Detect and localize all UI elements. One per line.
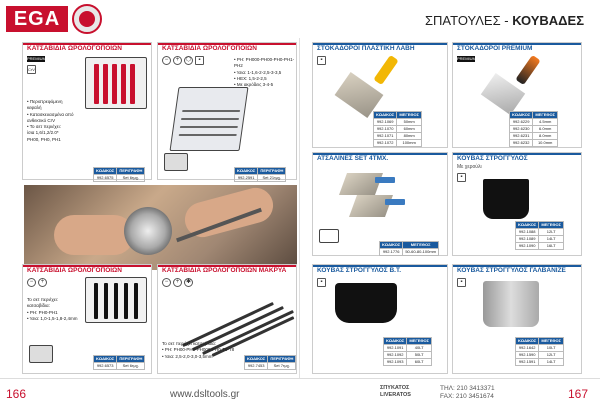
- ega-logo: EGA: [6, 6, 68, 32]
- table-row: [516, 352, 564, 359]
- table-header: ΚΩΔΙΚΟΣ: [516, 338, 539, 345]
- table-cell: 80mm: [397, 133, 422, 140]
- table-row: [510, 119, 558, 126]
- table-cell: 14LT: [539, 359, 564, 366]
- feature-list: [27, 99, 73, 143]
- brand-line: ΣΠΥΚΑΤΟΣ: [380, 385, 410, 391]
- table-row: [510, 126, 558, 133]
- info-icon: ▪: [195, 56, 204, 65]
- long-screwdrivers-image: [178, 293, 288, 338]
- feature-item: Το σετ περιέχει κατσαβίδια:: [162, 341, 216, 346]
- table-row: [516, 229, 564, 236]
- panel-long-watch-screwdrivers: [157, 264, 297, 374]
- table-row: [374, 140, 422, 147]
- table-cell: 992.1776: [380, 249, 403, 256]
- feature-item: ίσια 1,6/1,2/2.0*: [27, 130, 59, 136]
- table-cell: 992.1069: [374, 119, 397, 126]
- info-icon: ▪: [317, 56, 326, 65]
- crv-icon: CrV: [28, 67, 35, 72]
- product-table: [379, 241, 439, 256]
- table-cell: 992.6229: [510, 119, 533, 126]
- table-row: [380, 249, 439, 256]
- scraper-set-image: [343, 169, 433, 224]
- table-row: [516, 359, 564, 366]
- brand-line: LIVERATOS: [380, 392, 411, 398]
- product-table: [383, 337, 432, 366]
- page-number-right: 167: [567, 387, 588, 401]
- table-row: [384, 359, 432, 366]
- table-row: [245, 363, 296, 370]
- table-cell: Set 6τμχ.: [117, 175, 145, 182]
- panel-title: ΑΤΣΑΛΙΝΕΣ SET 4ΤΜΧ.: [317, 155, 389, 162]
- feature-list: [162, 341, 234, 360]
- product-table: [234, 167, 286, 182]
- panel-title: ΣΤΟΚΑΔΟΡΟΙ PREMIUM: [457, 45, 533, 52]
- table-cell: 10LT: [539, 345, 564, 352]
- table-row: [374, 126, 422, 133]
- panel-title: ΚΑΤΣΑΒΙΔΙΑ ΩΡΟΛΟΓΟΠΟΙΩΝ ΜΑΚΡΥΑ: [162, 267, 287, 274]
- table-cell: 992.7453: [245, 363, 268, 370]
- contact-info: [440, 385, 495, 401]
- info-icon: ▪: [317, 278, 326, 287]
- phone-number: ΤΗΛ: 210 3413371: [440, 385, 495, 392]
- table-header: ΠΕΡΙΓΡΑΦΗ: [258, 168, 286, 175]
- page-title-light: ΣΠΑΤΟΥΛΕΣ -: [425, 13, 513, 28]
- flat-head-icon: −: [27, 278, 36, 287]
- table-header: ΜΕΓΕΘΟΣ: [539, 222, 564, 229]
- case-icon: [29, 345, 53, 363]
- page-title-bold: ΚΟΥΒΑΔΕΣ: [512, 13, 584, 28]
- table-cell: 992.6230: [510, 126, 533, 133]
- bucket-image: [483, 179, 529, 219]
- feature-item: • Ίσια: 1-1,6-2-2,5-3-3,5: [234, 69, 282, 75]
- phillips-icon: +: [38, 278, 47, 287]
- product-table: [515, 221, 564, 250]
- table-row: [94, 363, 145, 370]
- table-header: ΠΕΡΙΓΡΑΦΗ: [117, 356, 145, 363]
- info-icon: ▪: [457, 278, 466, 287]
- panel-title: ΣΤΟΚΑΔΟΡΟΙ ΠΛΑΣΤΙΚΗ ΛΑΒΗ: [317, 45, 415, 52]
- table-header: ΜΕΓΕΘΟΣ: [403, 242, 439, 249]
- table-header: ΚΩΔΙΚΟΣ: [516, 222, 539, 229]
- table-header: ΚΩΔΙΚΟΣ: [94, 168, 117, 175]
- panel-galvanized-bucket: [452, 264, 582, 374]
- table-cell: 992.6575: [94, 175, 117, 182]
- feature-item: PH00, PH0, PH1: [27, 136, 61, 142]
- table-row: [516, 236, 564, 243]
- scraper-image: [515, 55, 540, 85]
- website-link[interactable]: www.dsltools.gr: [170, 389, 240, 400]
- panel-round-bucket: [452, 152, 582, 256]
- table-cell: 992.1090: [516, 243, 539, 250]
- case-icon: [164, 153, 188, 171]
- table-cell: 992.6232: [510, 140, 533, 147]
- panel-scrapers-plastic-handle: [312, 42, 448, 148]
- scraper-image: [373, 55, 398, 85]
- table-cell: 992.2591: [235, 175, 258, 182]
- table-row: [94, 175, 145, 182]
- feature-item: • Κατασκευασμένα από: [27, 111, 74, 117]
- table-row: [510, 140, 558, 147]
- panel-watch-screwdrivers-1: [22, 42, 152, 180]
- table-cell: Set 6τμχ.: [117, 363, 145, 370]
- table-header: ΚΩΔΙΚΟΣ: [374, 112, 397, 119]
- brand-logo: [380, 385, 411, 399]
- phillips-icon: +: [173, 56, 182, 65]
- table-cell: 992.1092: [384, 352, 407, 359]
- screwdriver-case-image: [85, 57, 147, 109]
- table-row: [516, 243, 564, 250]
- feature-item: κεφαλή: [27, 105, 42, 111]
- panel-round-bucket-wide: [312, 264, 448, 374]
- table-header: ΚΩΔΙΚΟΣ: [245, 356, 268, 363]
- table-cell: 50LT: [407, 352, 432, 359]
- table-cell: 16LT: [539, 243, 564, 250]
- table-cell: 8.0mm: [533, 133, 558, 140]
- table-cell: 12LT: [539, 229, 564, 236]
- page-footer: [0, 378, 600, 414]
- feature-item: • Ίσια: 2,5-2,0-3,0-3,5mm: [162, 353, 213, 359]
- table-header: ΚΩΔΙΚΟΣ: [384, 338, 407, 345]
- flat-head-icon: −: [162, 278, 171, 287]
- product-table: [93, 167, 145, 182]
- table-header: ΜΕΓΕΘΟΣ: [539, 338, 564, 345]
- page-spine: [299, 38, 300, 378]
- feature-item: • PH: PH00-PH0-PH000-PH0-T6-T8: [162, 347, 235, 353]
- table-row: [235, 175, 286, 182]
- flat-head-icon: −: [162, 56, 171, 65]
- panel-steel-scrapers-set: [312, 152, 448, 256]
- table-cell: 992.1642: [516, 345, 539, 352]
- package-icon: [319, 229, 339, 243]
- feature-item: • Το σετ περιέχει:: [27, 124, 61, 130]
- table-cell: 50mm: [397, 119, 422, 126]
- product-table: [244, 355, 296, 370]
- table-row: [516, 345, 564, 352]
- table-header: ΚΩΔΙΚΟΣ: [510, 112, 533, 119]
- panel-watch-screwdrivers-3: [22, 264, 152, 374]
- table-header: ΚΩΔΙΚΟΣ: [235, 168, 258, 175]
- table-cell: Set 21τμχ.: [258, 175, 286, 182]
- panel-title: ΚΟΥΒΑΣ ΣΤΡΟΓΓΥΛΟΣ ΓΑΛΒΑΝΙΖΕ: [457, 267, 566, 274]
- product-table: [515, 337, 564, 366]
- table-cell: 992.1091: [384, 345, 407, 352]
- feature-item: • PH: PH0-PH1: [27, 309, 58, 315]
- torx-icon: ✱: [185, 279, 192, 285]
- hex-icon: ⬡: [185, 57, 192, 63]
- table-cell: 992.1088: [516, 229, 539, 236]
- table-cell: 992.1591: [516, 359, 539, 366]
- screwdriver-set-image: [170, 87, 249, 151]
- table-row: [374, 119, 422, 126]
- feature-item: • Με ακρόδεις 3-4-5: [234, 82, 274, 88]
- table-cell: 992.1590: [516, 352, 539, 359]
- premium-badge: PREMIUM: [27, 56, 46, 61]
- table-row: [384, 352, 432, 359]
- table-cell: 992.6573: [94, 363, 117, 370]
- panel-subtitle: Με χερούλι: [457, 164, 482, 170]
- feature-item: ανθεκτικό CrV: [27, 117, 56, 123]
- table-cell: 6.0mm: [533, 126, 558, 133]
- table-cell: 4.5mm: [533, 119, 558, 126]
- table-cell: 50-60-80-100mm: [403, 249, 439, 256]
- table-header: ΜΕΓΕΘΟΣ: [533, 112, 558, 119]
- page-number-left: 166: [6, 387, 27, 401]
- feature-item: • Περιστρεφόμενη: [27, 99, 63, 104]
- table-cell: 992.1072: [374, 140, 397, 147]
- table-cell: 992.1071: [374, 133, 397, 140]
- panel-title: ΚΟΥΒΑΣ ΣΤΡΟΓΓΥΛΟΣ: [457, 155, 528, 162]
- panel-title: ΚΑΤΣΑΒΙΔΙΑ ΩΡΟΛΟΓΟΠΟΙΩΝ: [27, 45, 122, 52]
- product-table: [509, 111, 558, 147]
- feature-list: [234, 57, 296, 88]
- galvanized-bucket-image: [483, 281, 539, 327]
- table-row: [510, 133, 558, 140]
- premium-badge: PREMIUM: [457, 56, 476, 61]
- table-cell: 992.1093: [384, 359, 407, 366]
- feature-item: • Ίσια: 1,0-1,5-1,8-2,4mm: [27, 315, 78, 321]
- table-header: ΚΩΔΙΚΟΣ: [94, 356, 117, 363]
- table-cell: 60mm: [397, 126, 422, 133]
- watchmaker-photo: [24, 185, 297, 270]
- feature-item: Το σετ περιέχει:: [27, 297, 59, 302]
- table-header: ΠΕΡΙΓΡΑΦΗ: [268, 356, 296, 363]
- table-cell: 40LT: [407, 345, 432, 352]
- bucket-image: [335, 283, 397, 323]
- table-cell: Set 7τμχ.: [268, 363, 296, 370]
- screwdriver-case-image: [85, 277, 147, 323]
- table-cell: 14LT: [539, 236, 564, 243]
- feature-item: • PH: PH000-PH00-PH0-PH1-PH2: [234, 57, 295, 69]
- panel-title: ΚΑΤΣΑΒΙΔΙΑ ΩΡΟΛΟΓΟΠΟΙΩΝ: [27, 267, 122, 274]
- product-table: [93, 355, 145, 370]
- feature-list: [27, 297, 77, 322]
- panel-title: ΚΑΤΣΑΒΙΔΙΑ ΩΡΟΛΟΓΟΠΟΙΩΝ: [162, 45, 257, 52]
- table-cell: 992.6231: [510, 133, 533, 140]
- feature-item: κατσαβίδια:: [27, 303, 50, 309]
- table-cell: 12LT: [539, 352, 564, 359]
- table-cell: 992.1089: [516, 236, 539, 243]
- table-header: ΜΕΓΕΘΟΣ: [397, 112, 422, 119]
- info-icon: ▪: [457, 173, 466, 182]
- table-cell: 60LT: [407, 359, 432, 366]
- table-cell: 100mm: [397, 140, 422, 147]
- table-row: [374, 133, 422, 140]
- page-title: [425, 13, 584, 28]
- page-header: [0, 0, 600, 40]
- feature-item: • HEX: 1,5-2-2,5: [234, 75, 267, 81]
- table-header: ΠΕΡΙΓΡΑΦΗ: [117, 168, 145, 175]
- phillips-icon: +: [173, 278, 182, 287]
- table-row: [384, 345, 432, 352]
- table-cell: 992.1070: [374, 126, 397, 133]
- product-table: [373, 111, 422, 147]
- panel-scrapers-premium: [452, 42, 582, 148]
- fax-number: FAX: 210 3451674: [440, 393, 494, 400]
- panel-title: ΚΟΥΒΑΣ ΣΤΡΟΓΓΥΛΟΣ Β.Τ.: [317, 267, 402, 274]
- panel-watch-screwdrivers-2: [157, 42, 297, 180]
- flag-badge-icon: [72, 4, 102, 34]
- table-header: ΚΩΔΙΚΟΣ: [380, 242, 403, 249]
- table-cell: 10.0mm: [533, 140, 558, 147]
- table-header: ΜΕΓΕΘΟΣ: [407, 338, 432, 345]
